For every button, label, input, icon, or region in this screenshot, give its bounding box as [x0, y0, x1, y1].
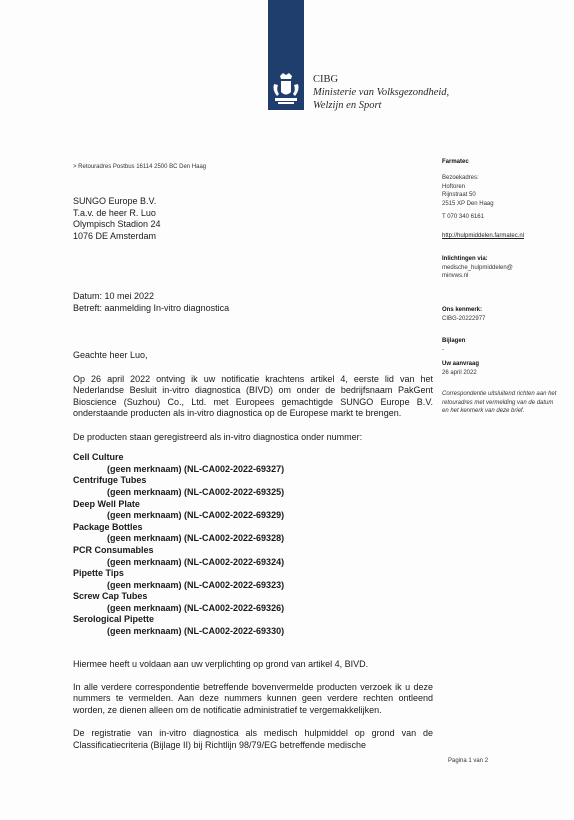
product-code: (geen merknaam) (NL-CA002-2022-69323) [107, 579, 285, 590]
product-code: (geen merknaam) (NL-CA002-2022-69324) [107, 556, 285, 567]
info-line: medische_hulpmiddelen@ [442, 264, 513, 271]
product-name: Screw Cap Tubes [73, 591, 148, 602]
product-code: (geen merknaam) (NL-CA002-2022-69326) [107, 602, 285, 613]
product-name: Deep Well Plate [73, 498, 140, 509]
attachments-label: Bijlagen [442, 338, 466, 344]
coat-of-arms-icon [270, 72, 302, 106]
paragraph: In alle verdere correspondentie betreffende bovenvermelde producten verzoek ik u deze nummers te vermelden. Aan deze nummers kunnen geen verdere rechten ontleend worden, ze dienen alleen om de notificatie administratief te vergemakkelijken. [73, 681, 433, 716]
product-name: PCR Consumables [73, 544, 154, 555]
sidebar-website-link[interactable]: http://hulpmiddelen.farmatec.nl [442, 233, 525, 239]
letter-body [73, 350, 433, 763]
product-code: (geen merknaam) (NL-CA002-2022-69329) [107, 510, 285, 521]
product-code: (geen merknaam) (NL-CA002-2022-69327) [107, 463, 285, 474]
sidebar-request [442, 360, 562, 377]
visit-line: 2515 XP Den Haag [442, 200, 494, 207]
return-address: > Retouradres Postbus 16114 2500 BC Den Haag [73, 164, 207, 170]
logo-org: CIBG [313, 74, 339, 85]
correspondence-note: Correspondentie uitsluitend richten aan het retouradres met vermelding van de datum en het kenmerk van deze brief. [442, 391, 557, 414]
letter-meta [73, 291, 229, 314]
paragraph: Hiermee heeft u voldaan aan uw verplichting op grond van artikel 4, BIVD. [73, 658, 369, 669]
product-list [73, 452, 433, 638]
attachments-value: - [442, 346, 444, 353]
letter-date: Datum: 10 mei 2022 [73, 291, 155, 301]
product-code: (geen merknaam) (NL-CA002-2022-69330) [107, 626, 285, 637]
logo-ministry: Ministerie van Volksgezondheid, Welzijn en Sport [313, 87, 450, 111]
sidebar-info [442, 255, 562, 281]
recipient-line: 1076 DE Amsterdam [73, 230, 157, 241]
visit-line: Rijnstraat 50 [442, 192, 476, 198]
visit-line: Hoftoren [442, 183, 466, 190]
paragraph: De producten staan geregistreerd als in-vitro diagnostica onder nummer: [73, 431, 363, 442]
sidebar-attachments [442, 337, 562, 354]
recipient-line: SUNGO Europe B.V. [73, 196, 157, 206]
request-date: 26 april 2022 [442, 369, 477, 376]
info-line: minvws.nl [442, 273, 469, 279]
sidebar-phone: T 070 340 6161 [442, 214, 484, 220]
visit-label: Bezoekadres: [442, 175, 479, 181]
product-code: (geen merknaam) (NL-CA002-2022-69325) [107, 486, 285, 497]
sidebar-department: Farmatec [442, 159, 469, 165]
our-ref-label: Ons kenmerk: [442, 307, 483, 313]
letter-subject: Betreft: aanmelding In-vitro diagnostica [73, 302, 230, 313]
product-name: Cell Culture [73, 452, 124, 463]
product-name: Centrifuge Tubes [73, 475, 147, 486]
page-number: Pagina 1 van 2 [448, 758, 489, 764]
recipient-address [73, 196, 161, 242]
request-label: Uw aanvraag [442, 361, 480, 367]
sidebar-visit-address [442, 174, 562, 208]
recipient-line: T.a.v. de heer R. Luo [73, 207, 156, 218]
product-name: Serological Pipette [73, 614, 155, 625]
salutation: Geachte heer Luo, [73, 350, 148, 360]
paragraph: De registratie van in-vitro diagnostica als medisch hulpmiddel op grond van de Classificatiecriteria (Bijlage II) bij Richtlijn 98/79/EG betreffende medische [73, 728, 433, 750]
product-code: (geen merknaam) (NL-CA002-2022-69328) [107, 533, 285, 544]
recipient-line: Olympisch Stadion 24 [73, 219, 161, 229]
product-name: Pipette Tips [73, 568, 124, 579]
paragraph: Op 26 april 2022 ontving ik uw notificatie krachtens artikel 4, eerste lid van het Nederlandse Besluit in-vitro diagnostica (BIVD) om onder de bedrijfsnaam PakGent Bioscience (Suzhou) Co., Ltd. met Europees gemachtigde SUNGO Europe B.V. onderstaande producten als in-vitro diagnostica op de Europese markt te brengen. [73, 373, 433, 419]
product-name: Package Bottles [73, 521, 143, 532]
sidebar-our-reference [442, 306, 562, 323]
info-label: Inlichtingen via: [442, 256, 488, 262]
our-ref-value: CIBG-20222977 [442, 315, 486, 322]
